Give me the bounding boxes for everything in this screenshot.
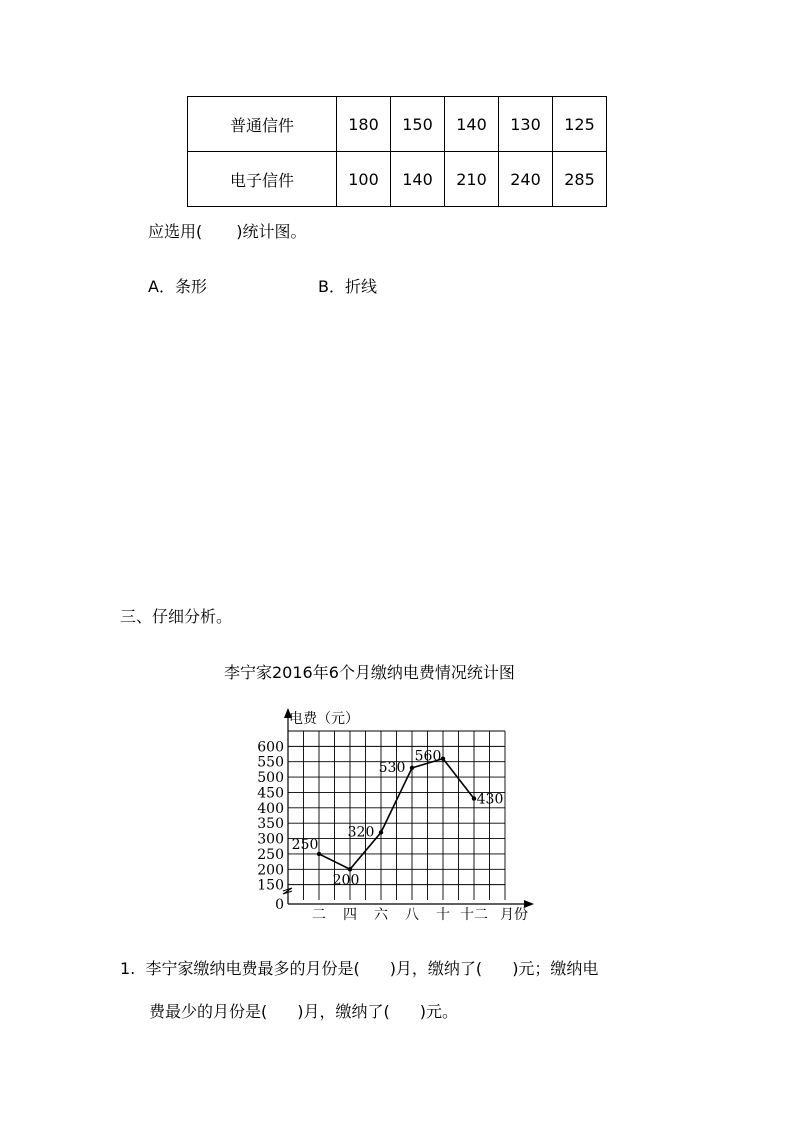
q1-text-b: )月，缴纳了( [389, 959, 483, 978]
y-axis-label: 电费（元） [289, 711, 359, 727]
x-tick-label: 二 [312, 907, 326, 923]
table-row [188, 97, 607, 152]
question-text [148, 219, 307, 242]
x-tick-labels [312, 907, 488, 923]
data-point [379, 830, 383, 834]
data-label: 320 [347, 824, 375, 841]
x-tick-label: 四 [343, 907, 357, 923]
data-label: 200 [332, 872, 360, 889]
row-label: 普通信件 [188, 97, 337, 152]
data-label: 430 [476, 791, 504, 808]
table-cell: 140 [391, 152, 445, 207]
option-b[interactable]: B．折线 [318, 277, 377, 296]
question-1-line-2 [149, 999, 458, 1022]
question-prefix: 应选用( [148, 222, 203, 241]
y-tick-label: 500 [257, 770, 284, 787]
y-tick-label: 300 [257, 831, 284, 848]
table-cell: 180 [337, 97, 391, 152]
data-point [410, 766, 414, 770]
question-1-line-1 [120, 956, 598, 979]
q1-text-c: )元；缴纳电 [512, 959, 599, 978]
x-axis-label: 月份 [500, 907, 528, 923]
data-point [348, 867, 352, 871]
table-cell: 125 [553, 97, 607, 152]
table-cell: 150 [391, 97, 445, 152]
y-tick-label: 0 [275, 897, 284, 913]
chart-title: 李宁家2016年6个月缴纳电费情况统计图 [224, 663, 515, 682]
y-tick-label: 350 [257, 816, 284, 833]
x-tick-label: 十二 [460, 907, 488, 923]
data-label: 530 [378, 759, 406, 776]
y-tick-label: 400 [257, 800, 284, 817]
question-suffix: )统计图。 [236, 222, 307, 241]
data-point [472, 796, 476, 800]
series-line [292, 749, 504, 889]
data-label: 250 [291, 836, 319, 853]
table-cell: 285 [553, 152, 607, 207]
x-tick-label: 十 [436, 907, 450, 923]
chart-grid [288, 731, 505, 900]
option-a[interactable]: A．条形 [148, 277, 207, 296]
table-cell: 240 [499, 152, 553, 207]
y-tick-label: 250 [257, 846, 284, 863]
letter-count-table [187, 96, 607, 207]
x-tick-label: 六 [374, 907, 388, 923]
y-tick-label: 200 [257, 862, 284, 879]
q1-text-f: )元。 [419, 1002, 458, 1021]
section-heading: 三、仔细分析。 [120, 607, 233, 626]
table-cell: 210 [445, 152, 499, 207]
y-tick-label: 150 [257, 877, 284, 894]
y-tick-label: 450 [257, 785, 284, 802]
y-tick-labels [257, 739, 284, 913]
table-row [188, 152, 607, 207]
q1-text-d: 费最少的月份是( [149, 1002, 268, 1021]
q1-text-e: )月，缴纳了( [297, 1002, 390, 1021]
table-cell: 140 [445, 97, 499, 152]
electricity-line-chart [240, 700, 560, 930]
question-number: 1. [120, 959, 136, 978]
table-cell: 130 [499, 97, 553, 152]
q1-text-a: 李宁家缴纳电费最多的月份是( [145, 959, 360, 978]
y-tick-label: 600 [257, 739, 284, 756]
y-tick-label: 550 [257, 754, 284, 771]
row-label: 电子信件 [188, 152, 337, 207]
x-tick-label: 八 [405, 907, 419, 923]
data-point [441, 756, 445, 760]
data-label: 560 [414, 748, 442, 765]
table-cell: 100 [337, 152, 391, 207]
